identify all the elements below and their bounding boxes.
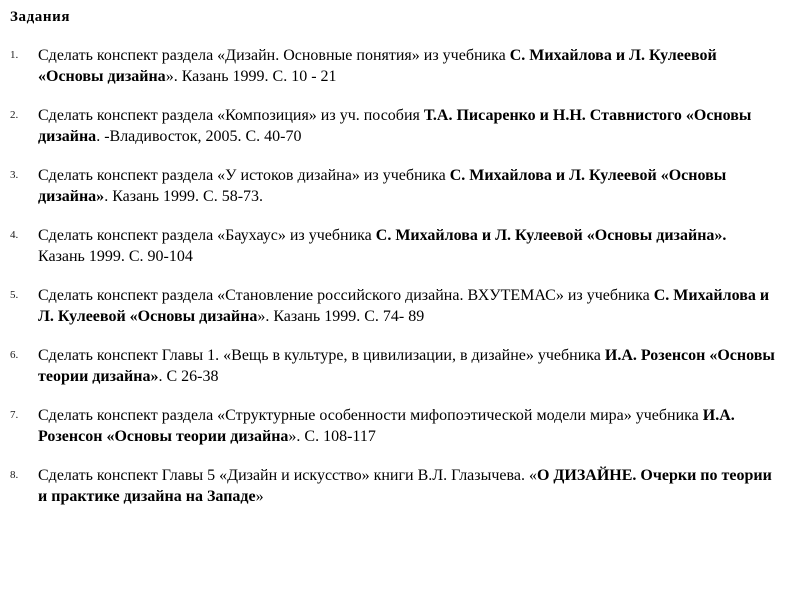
task-text-segment: ». Казань 1999. С. 10 - 21: [165, 68, 337, 85]
task-number: 2.: [10, 109, 19, 121]
task-number: 1.: [10, 49, 19, 61]
task-text-segment: . С 26-38: [158, 368, 219, 385]
task-item: [10, 45, 790, 87]
task-text-segment: О ДИЗАЙНЕ. Очерки по теории и практике дизайна на Западе: [38, 467, 772, 505]
task-item: [10, 465, 790, 507]
task-text-segment: ». Казань 1999. С. 74- 89: [257, 308, 425, 325]
task-item: [10, 165, 790, 207]
task-text-segment: С. Михайлова и Л. Кулеевой «Основы дизайна: [38, 47, 717, 85]
task-item: [10, 285, 790, 327]
task-item: [10, 225, 790, 267]
task-text-segment: С. Михайлова и Л. Кулеевой «Основы дизайна: [38, 287, 770, 325]
task-text-segment: . -Владивосток, 2005. С. 40-70: [96, 128, 302, 145]
task-text-segment: Сделать конспект Главы 1. «Вещь в культуре, в цивилизации, в дизайне» учебника: [38, 347, 605, 364]
task-text-segment: . Казань 1999. С. 58-73.: [104, 188, 264, 205]
task-text-segment: Сделать конспект Главы 5 «Дизайн и искусство» книги В.Л. Глазычева. «: [38, 467, 537, 484]
task-text-segment: Казань 1999. С. 90-104: [38, 248, 193, 265]
task-number: 3.: [10, 169, 19, 181]
task-text-segment: Сделать конспект раздела «Структурные особенности мифопоэтической модели мира» учебника: [38, 407, 703, 424]
task-text-segment: ». С. 108-117: [288, 428, 376, 445]
page-title: Задания: [10, 9, 71, 25]
task-text-segment: Сделать конспект раздела «Композиция» из уч. пособия: [38, 107, 424, 124]
task-text-segment: Сделать конспект раздела «Дизайн. Основные понятия» из учебника: [38, 47, 510, 64]
task-text-segment: Т.А. Писаренко и Н.Н. Ставнистого «Основы дизайна: [38, 107, 752, 145]
task-text-segment: И.А. Розенсон «Основы теории дизайна»: [38, 347, 775, 385]
task-text-segment: Сделать конспект раздела «Баухаус» из учебника: [38, 227, 376, 244]
task-number: 6.: [10, 349, 19, 361]
tasks-list: [10, 45, 790, 507]
task-text-segment: Сделать конспект раздела «У истоков дизайна» из учебника: [38, 167, 450, 184]
task-number: 7.: [10, 409, 19, 421]
task-item: [10, 105, 790, 147]
task-number: 4.: [10, 229, 19, 241]
task-text-segment: И.А. Розенсон «Основы теории дизайна: [38, 407, 735, 445]
task-text-segment: С. Михайлова и Л. Кулеевой «Основы дизайна».: [375, 227, 727, 244]
task-text-segment: Сделать конспект раздела «Становление российского дизайна. ВХУТЕМАС» из учебника: [38, 287, 654, 304]
task-item: [10, 405, 790, 447]
task-item: [10, 345, 790, 387]
task-number: 8.: [10, 469, 19, 481]
task-text-segment: »: [255, 488, 264, 505]
task-number: 5.: [10, 289, 19, 301]
task-text-segment: С. Михайлова и Л. Кулеевой «Основы дизайна»: [38, 167, 727, 205]
